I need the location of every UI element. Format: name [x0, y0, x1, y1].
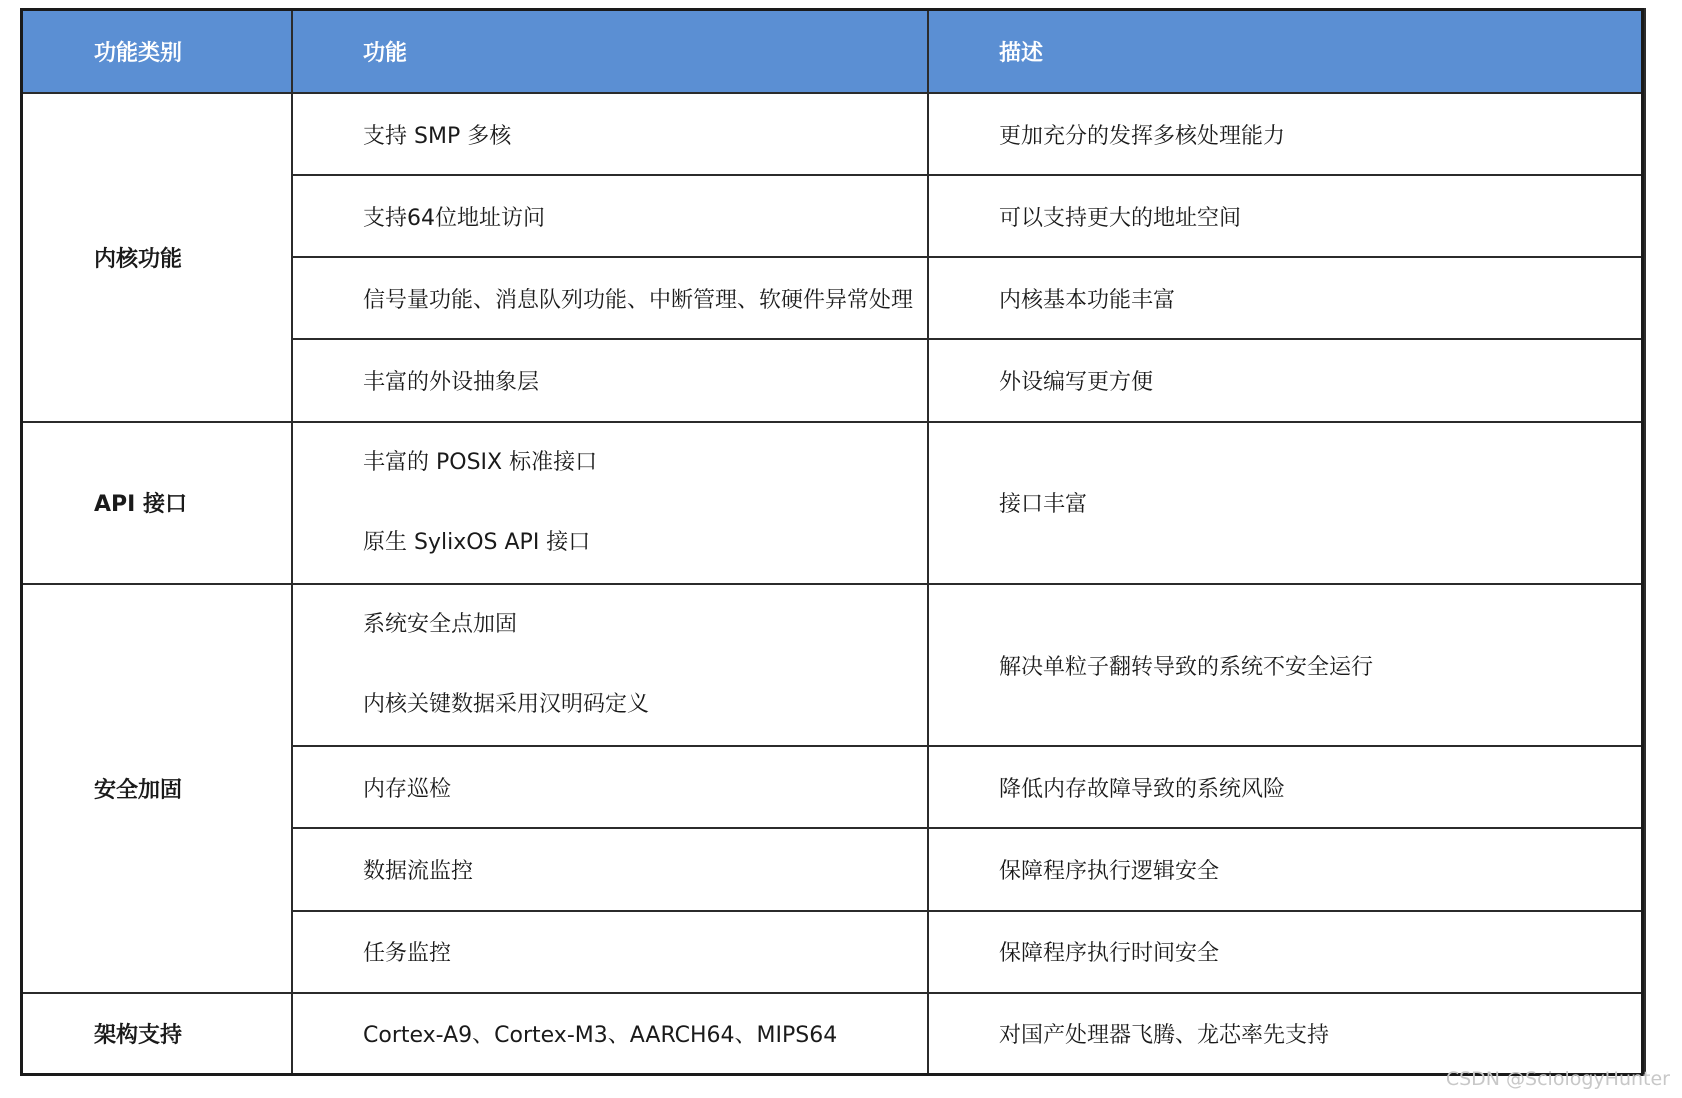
table-row: [21, 993, 1645, 1075]
header-feature: 功能: [292, 9, 928, 93]
category-cell: 安全加固: [21, 584, 292, 993]
description-cell: 保障程序执行逻辑安全: [928, 828, 1645, 910]
feature-cell: [292, 993, 928, 1075]
table-body: [21, 93, 1645, 1075]
table-header-row: [21, 9, 1645, 93]
feature-text: 内存巡检: [363, 776, 452, 802]
description-cell: 可以支持更大的地址空间: [928, 175, 1645, 257]
feature-cell: [292, 93, 928, 175]
feature-cell: [292, 746, 928, 828]
category-cell: 架构支持: [21, 993, 292, 1075]
feature-text: 任务监控: [363, 941, 452, 967]
feature-text: 丰富的外设抽象层: [363, 370, 540, 396]
category-cell: 内核功能: [21, 93, 292, 422]
feature-text: 系统安全点加固: [363, 612, 518, 638]
feature-text: 内核关键数据采用汉明码定义: [363, 692, 650, 718]
feature-cell: [292, 339, 928, 421]
watermark: CSDN @SciologyHunter: [1445, 1068, 1670, 1090]
table-row: [21, 422, 1645, 584]
feature-text: 信号量功能、消息队列功能、中断管理、软硬件异常处理: [363, 287, 914, 313]
feature-cell: [292, 911, 928, 993]
header-category: 功能类别: [21, 9, 292, 93]
feature-text: 支持 SMP 多核: [363, 123, 512, 149]
description-cell: 解决单粒子翻转导致的系统不安全运行: [928, 584, 1645, 746]
description-cell: 内核基本功能丰富: [928, 257, 1645, 339]
feature-cell: [292, 828, 928, 910]
feature-cell: [292, 257, 928, 339]
description-cell: 更加充分的发挥多核处理能力: [928, 93, 1645, 175]
description-cell: 接口丰富: [928, 422, 1645, 584]
table-row: [21, 93, 1645, 175]
feature-table: [20, 8, 1646, 1076]
description-cell: 保障程序执行时间安全: [928, 911, 1645, 993]
description-cell: 外设编写更方便: [928, 339, 1645, 421]
feature-cell: [292, 422, 928, 584]
category-cell: API 接口: [21, 422, 292, 584]
table-row: [21, 584, 1645, 746]
feature-text: 丰富的 POSIX 标准接口: [363, 449, 598, 475]
description-cell: 降低内存故障导致的系统风险: [928, 746, 1645, 828]
feature-cell: [292, 175, 928, 257]
feature-text: 支持64位地址访问: [363, 205, 545, 231]
feature-cell: [292, 584, 928, 746]
feature-text: Cortex-A9、Cortex-M3、AARCH64、MIPS64: [363, 1023, 838, 1049]
header-description: 描述: [928, 9, 1645, 93]
description-cell: 对国产处理器飞腾、龙芯率先支持: [928, 993, 1645, 1075]
feature-text: 数据流监控: [363, 859, 474, 885]
feature-text: 原生 SylixOS API 接口: [363, 529, 591, 555]
